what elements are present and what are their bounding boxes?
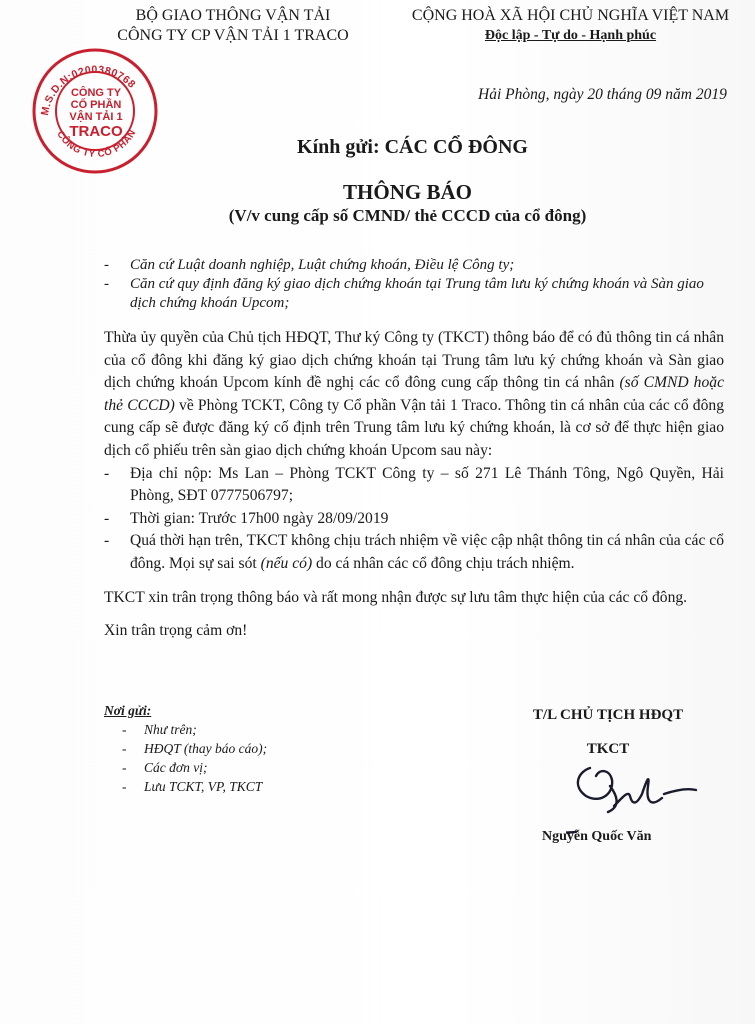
notice-body xyxy=(104,327,724,643)
submission-address: - Địa chỉ nộp: Ms Lan – Phòng TCKT Công ty – số 271 Lê Thánh Tông, Ngô Quyền, Hải Phòng, SĐT 0777506797; xyxy=(104,464,724,505)
header-right xyxy=(388,6,753,46)
document-date: Hải Phòng, ngày 20 tháng 09 năm 2019 xyxy=(478,86,727,103)
document-subtitle: (V/v cung cấp số CMND/ thẻ CCCD của cổ đông) xyxy=(228,206,587,225)
company-name: CÔNG TY CP VẬN TẢI 1 TRACO xyxy=(117,27,349,44)
signer-title: T/L CHỦ TỊCH HĐQT xyxy=(532,707,684,723)
stamp-tax-code: M.S.D.N:0200380768 xyxy=(38,63,138,117)
body-paragraph-1: Thừa ủy quyền của Chủ tịch HĐQT, Thư ký Công ty (TKCT) thông báo để có đủ thông tin cá nhân của cổ đông khi đăng ký giao dịch chứng khoán tại Trung tâm lưu ký chứng khoán và Sàn giao dịch chứng khoán Upcom kính đề nghị các cổ đông cung cấp thông tin cá nhân (số CMND hoặc thẻ CCCD) về Phòng TCKT, Công ty Cổ phần Vận tải 1 Traco. Thông tin cá nhân của các cổ đông cung cấp sẽ được đăng ký cố định trên Trung tâm lưu ký chứng khoán, là cơ sở để thực hiện giao dịch cổ phiếu trên sàn giao dịch chứng khoán Upcom sau này: xyxy=(104,329,724,459)
stamp-bottom-text: CÔNG TY CỔ PHẦN xyxy=(54,127,139,160)
stamp-line4: TRACO xyxy=(69,123,123,140)
closing-thanks: Xin trân trọng cảm ơn! xyxy=(104,622,248,640)
signer-name: Nguyễn Quốc Văn xyxy=(542,829,652,844)
national-motto: Độc lập - Tự do - Hạnh phúc xyxy=(484,28,657,43)
legal-basis-item: - Căn cứ Luật doanh nghiệp, Luật chứng khoán, Điều lệ Công ty; xyxy=(104,257,515,273)
submission-deadline: - Thời gian: Trước 17h00 ngày 28/09/2019 xyxy=(104,509,389,527)
recipient-item: - Như trên; xyxy=(122,722,197,737)
recipient-item: - HĐQT (thay báo cáo); xyxy=(122,741,268,756)
stamp-line3: VẬN TẢI 1 xyxy=(69,111,123,123)
legal-basis-list xyxy=(104,256,714,313)
recipient-item: - Các đơn vị; xyxy=(122,760,208,775)
stamp-line1: CÔNG TY xyxy=(70,87,122,99)
document-title: THÔNG BÁO xyxy=(343,180,472,204)
recipients-heading: Nơi gửi: xyxy=(104,703,152,718)
recipient-item: - Lưu TCKT, VP, TKCT xyxy=(122,779,263,794)
recipients-block xyxy=(104,701,364,796)
responsibility-note: - Quá thời hạn trên, TKCT không chịu trách nhiệm về việc cập nhật thông tin cá nhân của các cổ đông. Mọi sự sai sót (nếu có) do cá nhân các cổ đông chịu trách nhiệm. xyxy=(104,532,724,572)
ministry-name: BỘ GIAO THÔNG VẬN TẢI xyxy=(135,7,331,24)
legal-basis-item: - Căn cứ quy định đăng ký giao dịch chứng khoán tại Trung tâm lưu ký chứng khoán và Sàn giao dịch chứng khoán Upcom; xyxy=(104,276,704,311)
body-paragraph-2: TKCT xin trân trọng thông báo và rất mong nhận được sự lưu tâm thực hiện của các cổ đông. xyxy=(104,588,688,606)
republic-name: CỘNG HOÀ XÃ HỘI CHỦ NGHĨA VIỆT NAM xyxy=(411,7,730,24)
addressee: Kính gửi: CÁC CỔ ĐÔNG xyxy=(297,136,528,158)
signer-role: TKCT xyxy=(586,741,630,757)
header-left xyxy=(88,6,378,46)
stamp-line2: CỔ PHẦN xyxy=(70,99,122,111)
